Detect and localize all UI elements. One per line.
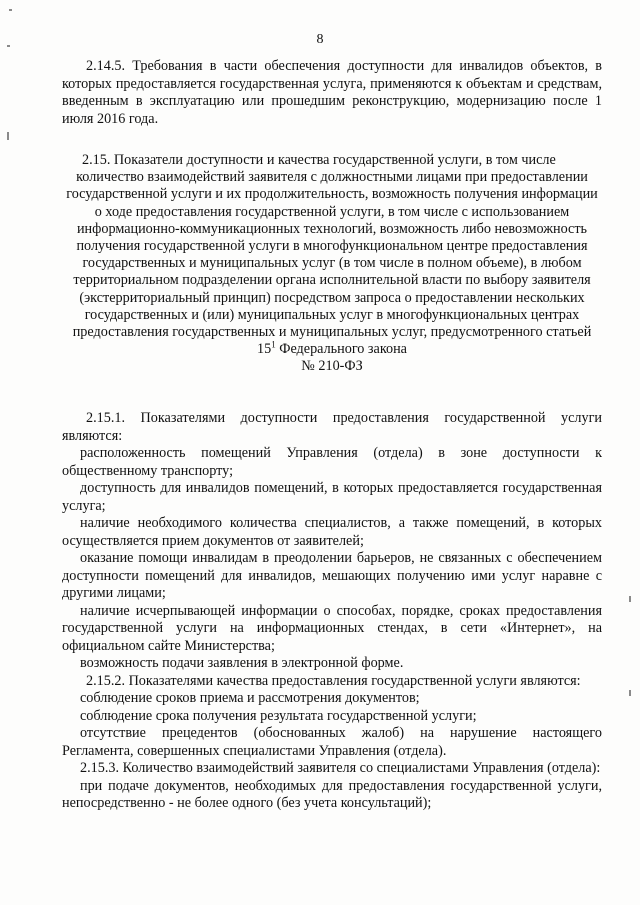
- page-number: 8: [316, 32, 324, 47]
- list-item: возможность подачи заявления в электронной форме.: [80, 655, 404, 671]
- section-2-15-1: [62, 410, 602, 813]
- paragraph-2-15-2-intro: 2.15.2. Показателями качества предоставления государственной услуги являются:: [86, 672, 581, 689]
- list-item: расположенность помещений Управления (отдела) в зоне доступности к общественному транспорту;: [62, 445, 602, 479]
- heading-law-number: № 210-ФЗ: [301, 358, 363, 375]
- list-item: отсутствие прецедентов (обоснованных жалоб) на нарушение настоящего Регламента, совершенных специалистами Управления (отдела).: [62, 725, 602, 759]
- heading-law-name: Федерального закона: [275, 341, 407, 358]
- list-item: наличие необходимого количества специалистов, а также помещений, в которых осуществляется прием документов от заявителей;: [62, 515, 602, 549]
- heading-line-1: 2.15. Показатели доступности и качества государственной услуги, в том числе: [82, 152, 556, 168]
- list-item: соблюдение срока получения результата государственной услуги;: [80, 707, 477, 724]
- list-item: доступность для инвалидов помещений, в которых предоставляется государственная услуга;: [62, 480, 602, 514]
- list-item: оказание помощи инвалидам в преодолении барьеров, не связанных с обеспечением доступности помещений для инвалидов, мешающих получению ими услуг наравне с другими лицами;: [62, 550, 602, 601]
- scan-mark: [7, 132, 9, 140]
- scan-mark: [629, 690, 631, 696]
- scan-mark: [629, 596, 631, 602]
- heading-superscript: 1: [271, 339, 276, 350]
- paragraph-2-14-5: 2.14.5. Требования в части обеспечения доступности для инвалидов объектов, в которых предоставляется государственная услуга, применяются к объектам и средствам, введенным в эксплуатацию или прошедшим реконструкцию, модернизацию после 1 июля 2016 года.: [62, 58, 602, 127]
- section-2-15-heading: [62, 152, 602, 376]
- list-item: соблюдение сроков приема и рассмотрения документов;: [80, 690, 420, 706]
- list-item: наличие исчерпывающей информации о способах, порядке, сроках предоставления государственной услуги на информационных стендах, в сети «Интернет», на официальном сайте Министерства;: [62, 602, 602, 654]
- section-2-14-5: [62, 58, 602, 128]
- list-item: при подаче документов, необходимых для предоставления государственной услуги, непосредственно - не более одного (без учета консультаций);: [62, 777, 602, 811]
- paragraph-2-15-3-intro: 2.15.3. Количество взаимодействий заявителя со специалистами Управления (отдела):: [80, 760, 601, 776]
- heading-text: количество взаимодействий заявителя с должностными лицами при предоставлении государственной услуги и их продолжительность, возможность получения информации о ходе предоставления государственной услуги, в том числе с использованием информационно-коммуникационных технологий, возможность либо невозможность получения государственной услуги в многофункциональном центре предоставления государственных и муниципальных услуг (в том числе в полном объеме), в любом территориальном подразделении органа исполнительной власти по выбору заявителя (экстерриториальный принцип) посредством запроса о предоставлении нескольких государственных и (или) муниципальных услуг в многофункциональных центрах предоставления государственных и муниципальных услуг, предусмотренного статьей 15: [66, 169, 598, 358]
- scan-mark: [9, 9, 12, 11]
- paragraph-2-15-1-intro: 2.15.1. Показателями доступности предоставления государственной услуги являются:: [62, 410, 602, 444]
